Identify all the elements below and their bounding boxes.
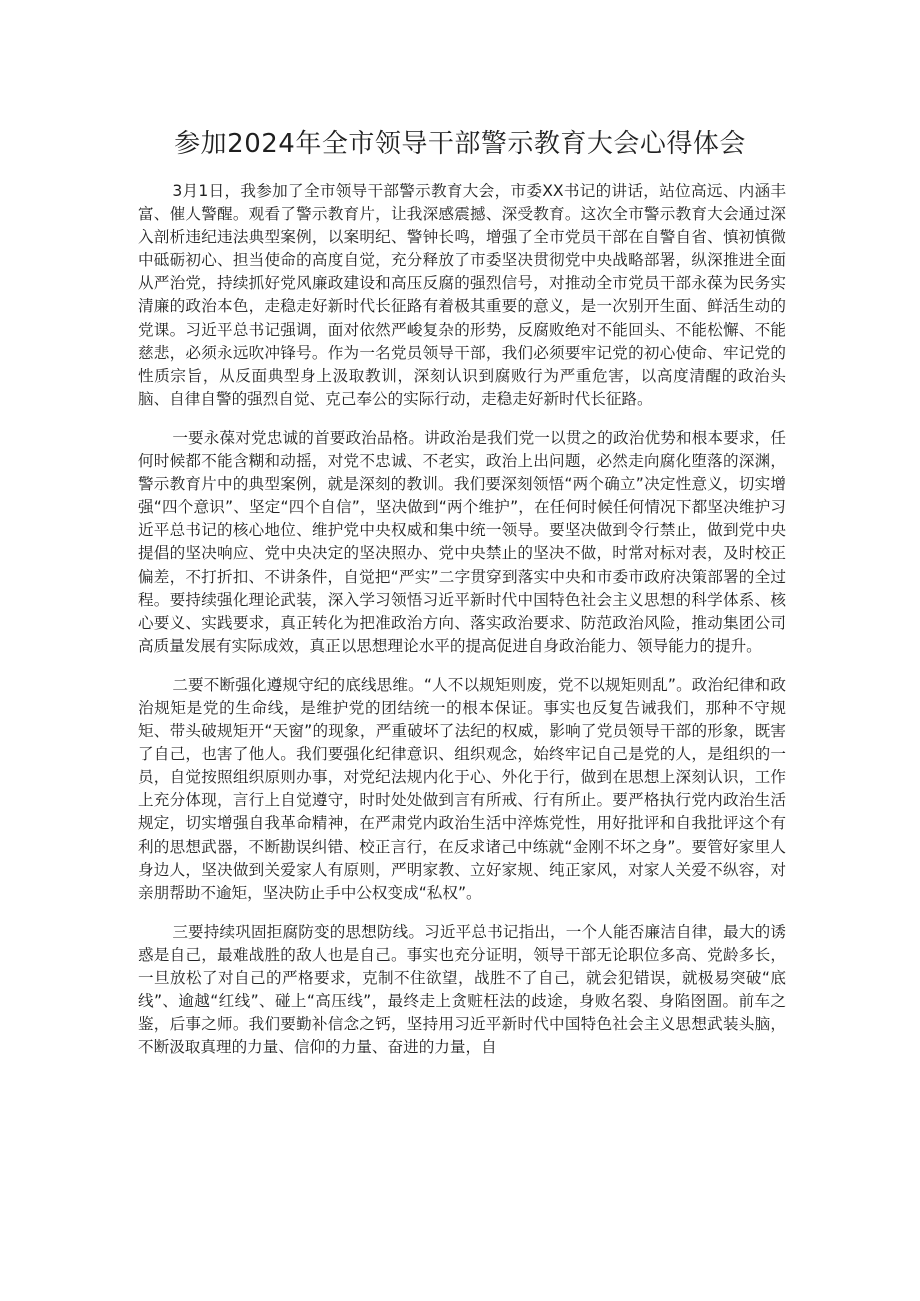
document-title: 参加2024年全市领导干部警示教育大会心得体会 bbox=[174, 129, 746, 159]
paragraph-intro: 3月1日，我参加了全市领导干部警示教育大会，市委XX书记的讲话，站位高远、内涵丰富、催人警醒。观看了警示教育片，让我深感震撼、深受教育。这次全市警示教育大会通过深入剖析违纪违法典型案例，以案明纪、警钟长鸣，增强了全市党员干部在自警自省、慎初慎微中砥砺初心、担当使命的高度自觉，充分释放了市委坚决贯彻党中央战略部署，纵深推进全面从严治党，持续抓好党风廉政建设和高压反腐的强烈信号，对推动全市党员干部永葆为民务实清廉的政治本色，走稳走好新时代长征路有着极其重要的意义，是一次别开生面、鲜活生动的党课。习近平总书记强调，面对依然严峻复杂的形势，反腐败绝对不能回头、不能松懈、不能慈悲，必须永远吹冲锋号。作为一名党员领导干部，我们必须要牢记党的初心使命、牢记党的性质宗旨，从反面典型身上汲取教训，深刻认识到腐败行为严重危害，以高度清醒的政治头脑、自律自警的强烈自觉、克己奉公的实际行动，走稳走好新时代长征路。 bbox=[138, 182, 786, 408]
paragraph-discipline: 二要不断强化遵规守纪的底线思维。“人不以规矩则废，党不以规矩则乱”。政治纪律和政治规矩是党的生命线，是维护党的团结统一的根本保证。事实也反复告诫我们，那种不守规矩、带头破规矩开“天窗”的现象，严重破坏了法纪的权威，影响了党员领导干部的形象，既害了自己，也害了他人。我们要强化纪律意识、组织观念，始终牢记自己是党的人，是组织的一员，自觉按照组织原则办事，对党纪法规内化于心、外化于行，做到在思想上深刻认识，工作上充分体现，言行上自觉遵守，时时处处做到言有所戒、行有所止。要严格执行党内政治生活规定，切实增强自我革命精神，在严肃党内政治生活中淬炼党性，用好批评和自我批评这个有利的思想武器，不断勘误纠错、校正言行，在反求诸己中练就“金刚不坏之身”。要管好家里人身边人，坚决做到关爱家人有原则，严明家教、立好家规、纯正家风，对家人关爱不纵容，对亲朋帮助不逾矩，坚决防止手中公权变成“私权”。 bbox=[138, 675, 786, 902]
paragraph-anti-corruption: 三要持续巩固拒腐防变的思想防线。习近平总书记指出，一个人能否廉洁自律，最大的诱惑是自己，最难战胜的敌人也是自己。事实也充分证明，领导干部无论职位多高、党龄多长，一旦放松了对自己的严格要求，克制不住欲望，战胜不了自己，就会犯错误，就极易突破“底线”、逾越“红线”、碰上“高压线”，最终走上贪赃枉法的歧途，身败名裂、身陷囹圄。前车之鉴，后事之师。我们要勤补信念之钙，坚持用习近平新时代中国特色社会主义思想武装头脑，不断汲取真理的力量、信仰的力量、奋进的力量，自 bbox=[138, 922, 786, 1057]
document-body bbox=[138, 180, 786, 1075]
paragraph-loyalty: 一要永葆对党忠诚的首要政治品格。讲政治是我们党一以贯之的政治优势和根本要求，任何时候都不能含糊和动摇，对党不忠诚、不老实，政治上出问题，必然走向腐化堕落的深渊，警示教育片中的典型案例，就是深刻的教训。我们要深刻领悟“两个确立”决定性意义，切实增强“四个意识”、坚定“四个自信”，坚决做到“两个维护”，在任何时候任何情况下都坚决维护习近平总书记的核心地位、维护党中央权威和集中统一领导。要坚决做到令行禁止，做到党中央提倡的坚决响应、党中央决定的坚决照办、党中央禁止的坚决不做，时常对标对表，及时校正偏差，不打折扣、不讲条件，自觉把“严实”二字贯穿到落实中央和市委市政府决策部署的全过程。要持续强化理论武装，深入学习领悟习近平新时代中国特色社会主义思想的科学体系、核心要义、实践要求，真正转化为把准政治方向、落实政治要求、防范政治风险，推动集团公司高质量发展有实际成效，真正以思想理论水平的提高促进自身政治能力、领导能力的提升。 bbox=[138, 428, 786, 655]
